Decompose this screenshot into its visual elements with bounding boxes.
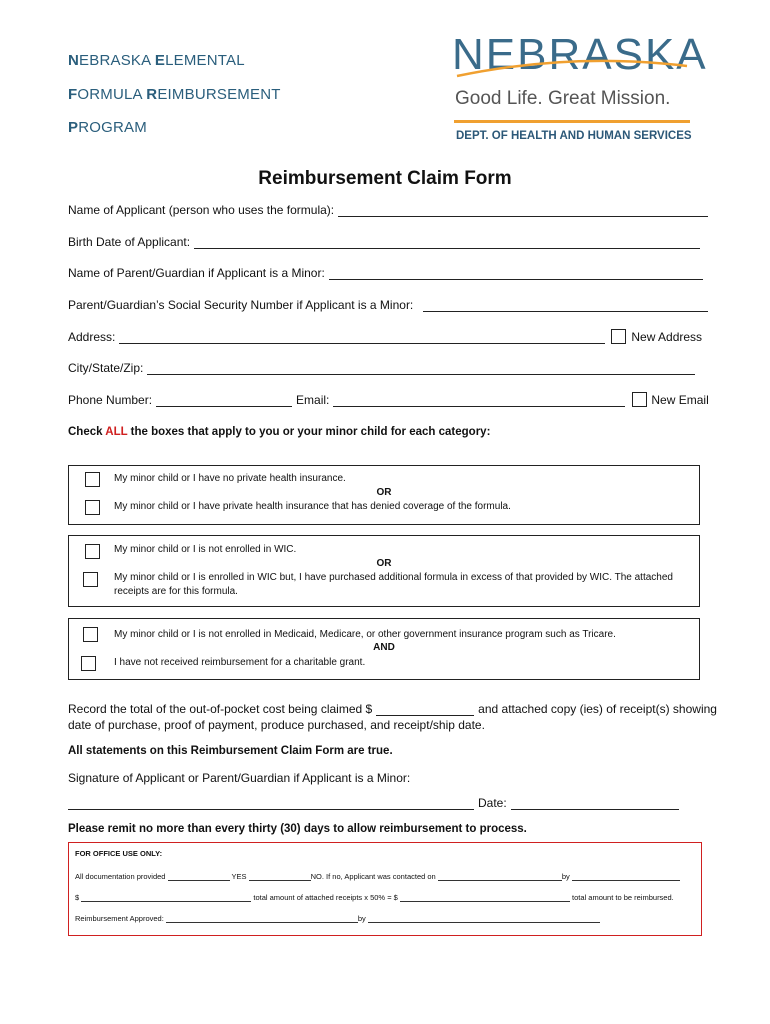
logo-dept: DEPT. OF HEALTH AND HUMAN SERVICES	[456, 130, 692, 142]
logo-divider	[454, 120, 690, 123]
not-enrolled-wic-text: My minor child or I is not enrolled in WIC.	[114, 544, 297, 555]
office-approved-field[interactable]	[166, 914, 358, 923]
address-row	[68, 329, 702, 344]
applicant-name-row	[68, 203, 708, 217]
office-docs-row: All documentation provided YES NO. If no, Applicant was contacted on by	[75, 872, 680, 881]
parent-name-field[interactable]	[329, 266, 703, 280]
category-1-joiner: OR	[376, 487, 392, 498]
category-box-government	[68, 618, 700, 680]
date-label: Date:	[478, 796, 507, 810]
no-charitable-grant-checkbox[interactable]	[81, 656, 96, 671]
new-address-checkbox[interactable]	[611, 329, 626, 344]
office-approved-by-field[interactable]	[368, 914, 600, 923]
insurance-denied-checkbox[interactable]	[85, 500, 100, 515]
office-docs-field[interactable]	[168, 872, 230, 881]
office-use-box	[68, 842, 702, 936]
not-enrolled-medicaid-checkbox[interactable]	[83, 627, 98, 642]
program-name-line-3: PROGRAM	[68, 119, 147, 136]
category-box-wic	[68, 535, 700, 607]
birth-date-label: Birth Date of Applicant:	[68, 235, 191, 249]
birth-date-field[interactable]	[194, 235, 700, 249]
record-total-label: Record the total of the out-of-pocket cost being claimed $	[68, 702, 373, 716]
address-label: Address:	[68, 330, 116, 344]
new-address-label: New Address	[631, 330, 703, 344]
office-contacted-field[interactable]	[438, 872, 562, 881]
city-state-zip-label: City/State/Zip:	[68, 361, 144, 375]
check-instruction: Check ALL the boxes that apply to you or your minor child for each category:	[68, 426, 491, 438]
category-box-insurance	[68, 465, 700, 525]
applicant-name-field[interactable]	[338, 203, 708, 217]
program-name-line-1: NEBRASKA ELEMENTAL	[68, 52, 245, 69]
no-charitable-grant-text: I have not received reimbursement for a charitable grant.	[114, 657, 366, 668]
category-2-joiner: OR	[376, 558, 392, 569]
city-state-zip-row	[68, 361, 695, 375]
office-reimburse-total-field[interactable]	[400, 893, 570, 902]
enrolled-wic-extra-checkbox[interactable]	[83, 572, 98, 587]
date-field[interactable]	[511, 796, 679, 810]
category-3-joiner: AND	[373, 642, 395, 653]
form-title: Reimbursement Claim Form	[258, 168, 512, 189]
statements-true: All statements on this Reimbursement Claim Form are true.	[68, 745, 393, 757]
logo-swoosh-icon	[452, 56, 692, 80]
phone-label: Phone Number:	[68, 393, 153, 407]
enrolled-wic-extra-text-2: receipts are for this formula.	[114, 586, 238, 597]
office-use-title: FOR OFFICE USE ONLY:	[75, 849, 163, 858]
not-enrolled-wic-checkbox[interactable]	[85, 544, 100, 559]
email-field[interactable]	[333, 393, 625, 407]
record-total-row	[68, 702, 717, 716]
city-state-zip-field[interactable]	[147, 361, 695, 375]
no-private-insurance-checkbox[interactable]	[85, 472, 100, 487]
parent-ssn-field[interactable]	[423, 298, 708, 312]
insurance-denied-text: My minor child or I have private health insurance that has denied coverage of the formula.	[114, 501, 511, 512]
not-enrolled-medicaid-text: My minor child or I is not enrolled in Medicaid, Medicare, or other government insurance program such as Tricare.	[114, 629, 616, 640]
office-total-row: $ total amount of attached receipts x 50% = $ total amount to be reimbursed.	[75, 893, 674, 902]
no-private-insurance-text: My minor child or I have no private health insurance.	[114, 473, 346, 484]
parent-ssn-label: Parent/Guardian’s Social Security Number if Applicant is a Minor:	[68, 298, 414, 312]
signature-field[interactable]	[68, 796, 474, 810]
address-field[interactable]	[119, 330, 605, 344]
logo-word: NEBRASKA	[452, 30, 708, 79]
office-yes-field[interactable]	[249, 872, 311, 881]
remit-note: Please remit no more than every thirty (30) days to allow reimbursement to process.	[68, 823, 527, 835]
parent-name-row	[68, 266, 703, 280]
record-total-suffix: and attached copy (ies) of receipt(s) showing	[478, 702, 717, 716]
claimed-amount-field[interactable]	[376, 702, 474, 716]
email-label: Email:	[296, 393, 330, 407]
record-total-line-2: date of purchase, proof of payment, produce purchased, and receipt/ship date.	[68, 718, 485, 732]
office-contacted-by-field[interactable]	[572, 872, 680, 881]
logo-tagline: Good Life. Great Mission.	[455, 88, 671, 109]
office-approved-row: Reimbursement Approved: by	[75, 914, 600, 923]
signature-date-row	[68, 796, 679, 810]
phone-email-row	[68, 392, 709, 407]
applicant-name-label: Name of Applicant (person who uses the formula):	[68, 203, 335, 217]
enrolled-wic-extra-text: My minor child or I is enrolled in WIC but, I have purchased additional formula in excess of that provided by WIC. The attached	[114, 572, 673, 583]
program-name-line-2: FORMULA REIMBURSEMENT	[68, 86, 281, 103]
signature-label: Signature of Applicant or Parent/Guardian if Applicant is a Minor:	[68, 771, 411, 785]
office-receipts-total-field[interactable]	[81, 893, 251, 902]
parent-name-label: Name of Parent/Guardian if Applicant is a Minor:	[68, 266, 325, 280]
parent-ssn-row	[68, 298, 708, 312]
new-email-checkbox[interactable]	[632, 392, 647, 407]
phone-field[interactable]	[156, 393, 292, 407]
new-email-label: New Email	[651, 393, 709, 407]
birth-date-row	[68, 235, 700, 249]
